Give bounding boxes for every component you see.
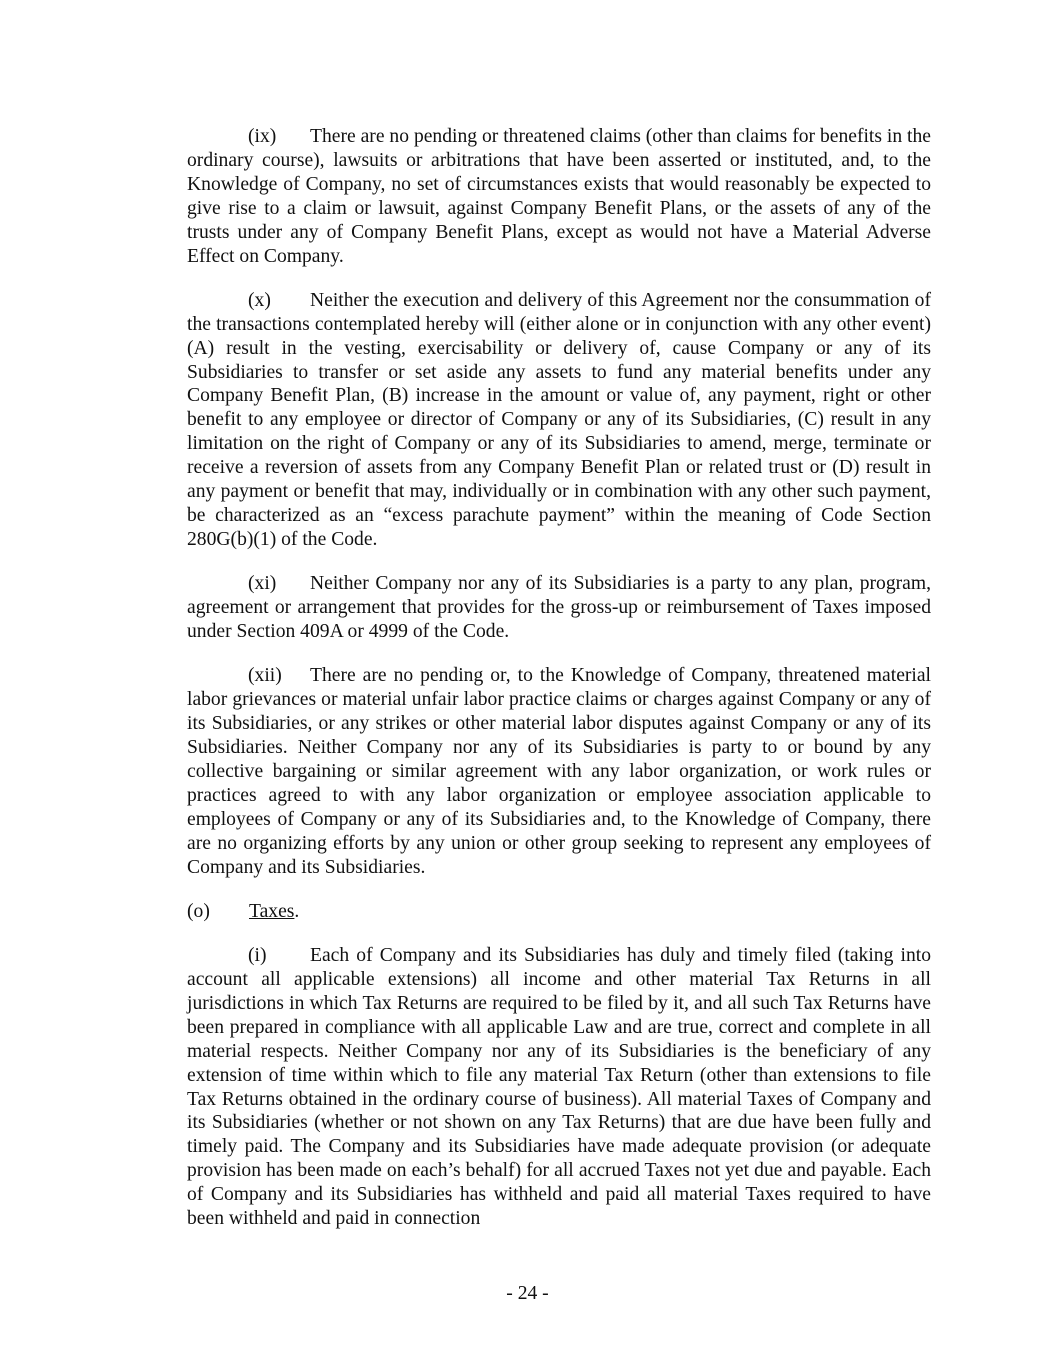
section-heading-taxes: [187, 900, 931, 924]
paragraph-number: (x): [248, 289, 271, 311]
paragraph-x: [187, 289, 931, 552]
paragraph-number: (i): [248, 945, 267, 967]
paragraph-text: Neither the execution and delivery of this Agreement nor the consummation of the transactions contemplated hereby will (either alone or in conjunction with any other event) (A) result in the vesting, exercisability or delivery of, cause Company or any of its Subsidiaries to transfer or set aside any assets to fund any material benefits under any Company Benefit Plan, (B) increase in the amount or value of, any payment, right or other benefit to any employee or director of Company or any of its Subsidiaries, (C) result in any limitation on the right of Company or any of its Subsidiaries to amend, merge, terminate or receive a reversion of assets from any Company Benefit Plan or related trust or (D) result in any payment or benefit that may, individually or in combination with any other such payment, be characterized as an “excess parachute payment” within the meaning of Code Section 280G(b)(1) of the Code.: [187, 289, 931, 550]
paragraph-taxes-i: [187, 944, 931, 1231]
section-number: (o): [187, 900, 210, 922]
paragraph-ix: [187, 125, 931, 268]
paragraph-number: (ix): [248, 126, 277, 147]
section-title-suffix: .: [294, 900, 300, 922]
paragraph-number: (xii): [248, 665, 282, 687]
paragraph-text: Each of Company and its Subsidiaries has duly and timely filed (taking into account all applicable extensions) all income and other material Tax Returns in all jurisdictions in which Tax Returns are required to be filed by it, and all such Tax Returns have been prepared in compliance with all applicable Law and are true, correct and complete in all material respects. Neither Company nor any of its Subsidiaries is the beneficiary of any extension of time within which to file any material Tax Return (other than extensions to file Tax Returns obtained in the ordinary course of business). All material Taxes of Company and its Subsidiaries (whether or not shown on any Tax Returns) that are due have been fully and timely paid. The Company and its Subsidiaries have made adequate provision (or adequate provision has been made on each’s behalf) for all accrued Taxes not yet due and payable. Each of Company and its Subsidiaries has withheld and paid all material Taxes required to have been withheld and paid in connection: [187, 945, 931, 1230]
paragraph-number: (xi): [248, 573, 277, 595]
paragraph-xi: [187, 572, 931, 644]
section-title: Taxes: [249, 900, 295, 922]
page-number: - 24 -: [506, 1283, 549, 1304]
document-page: [187, 125, 931, 1251]
paragraph-text: There are no pending or threatened claims (other than claims for benefits in the ordinary course), lawsuits or arbitrations that have been asserted or instituted, and, to the Knowledge of Company, no set of circumstances exists that would reasonably be expected to give rise to a claim or lawsuit, against Company Benefit Plans, or the assets of any of the trusts under any of Company Benefit Plans, except as would not have a Material Adverse Effect on Company.: [187, 126, 931, 267]
paragraph-text: There are no pending or, to the Knowledge of Company, threatened material labor grievances or material unfair labor practice claims or charges against Company or any of its Subsidiaries, or any strikes or other material labor disputes against Company or any of its Subsidiaries. Neither Company nor any of its Subsidiaries is party to or bound by any collective bargaining or similar agreement with any labor organization, or work rules or practices agreed to with any labor organization or employee association applicable to employees of Company or any of its Subsidiaries and, to the Knowledge of Company, there are no organizing efforts by any union or other group seeking to represent any employees of Company and its Subsidiaries.: [187, 665, 931, 878]
paragraph-text: Neither Company nor any of its Subsidiaries is a party to any plan, program, agreement or arrangement that provides for the gross-up or reimbursement of Taxes imposed under Section 409A or 4999 of the Code.: [187, 573, 931, 642]
paragraph-xii: [187, 664, 931, 879]
